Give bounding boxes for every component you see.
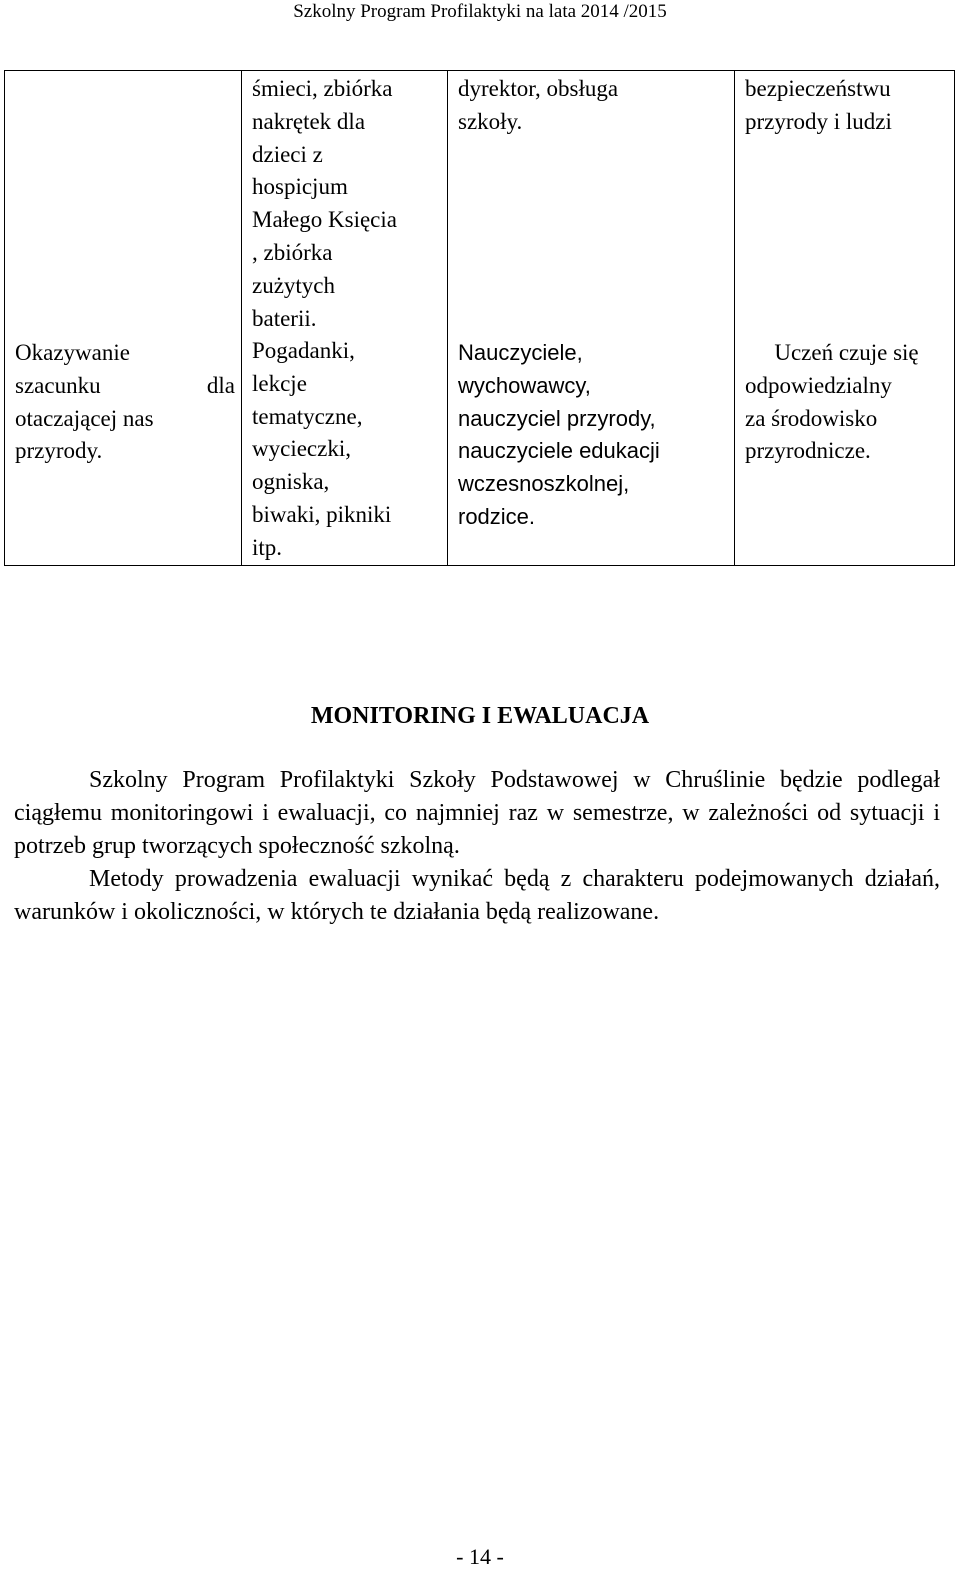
text-line: śmieci, zbiórka — [252, 76, 393, 101]
text-line: nakrętek dla — [252, 108, 366, 134]
text-line: otaczającej nas — [15, 405, 154, 431]
text-line: baterii. — [252, 305, 317, 331]
table-cell-goal — [5, 71, 242, 566]
text-line: hospicjum — [252, 174, 348, 200]
page-header: Szkolny Program Profilaktyki na lata 2014 /2015 — [293, 1, 667, 22]
responsible-text-bottom — [458, 337, 728, 534]
text-line: dzieci z — [252, 141, 323, 167]
text-line: , zbiórka — [252, 239, 333, 265]
text-line: ogniska, — [252, 469, 330, 495]
table-row — [5, 71, 955, 566]
program-table — [4, 70, 955, 566]
text-line: przyrodnicze. — [745, 438, 871, 464]
section-title: MONITORING I EWALUACJA — [310, 703, 650, 729]
forms-text-top — [252, 73, 441, 335]
text-line: zużytych — [252, 272, 336, 298]
text-line: przyrody. — [15, 438, 103, 464]
text-line: za środowisko — [745, 405, 878, 431]
table-cell-results — [735, 71, 955, 566]
text-line: Okazywanie — [15, 340, 130, 365]
text-line: biwaki, pikniki — [252, 501, 392, 527]
paragraph-monitoring: Szkolny Program Profilaktyki Szkoły Podstawowej w Chruślinie będzie podlegał ciągłemu monitoringowi i ewaluacji, co najmniej raz w semestrze, w zależności od sytuacji i potrzeb grup tworzących społeczność szkolną. — [14, 767, 940, 859]
text-line: bezpieczeństwu — [745, 76, 891, 101]
text-line: odpowiedzialny — [745, 372, 892, 398]
responsible-text-top — [458, 73, 728, 139]
table-cell-forms — [242, 71, 448, 566]
text-line: wycieczki, — [252, 436, 351, 462]
paragraph-methods: Metody prowadzenia ewaluacji wynikać będą z charakteru podejmowanych działań, warunków i okoliczności, w których te działania będą realizowane. — [14, 866, 940, 925]
text-line: wychowawcy, — [458, 372, 591, 398]
text-line: szacunku dla — [15, 372, 235, 398]
text-line: itp. — [252, 534, 283, 560]
results-text-bottom — [745, 337, 948, 468]
text-line: nauczyciel przyrody, — [458, 405, 656, 431]
text-line: lekcje — [252, 370, 307, 396]
text-line: Małego Księcia — [252, 207, 397, 233]
table-cell-responsible — [448, 71, 735, 566]
text-line: dyrektor, obsługa — [458, 76, 619, 101]
results-text-top — [745, 73, 948, 139]
text-line: przyrody i ludzi — [745, 108, 892, 134]
text-line: tematyczne, — [252, 403, 363, 429]
text-line: Uczeń czuje się — [774, 340, 919, 365]
text-line: nauczyciele edukacji — [458, 438, 660, 464]
forms-text-bottom — [252, 335, 441, 565]
text-line: Nauczyciele, — [458, 340, 583, 365]
text-line: wczesnoszkolnej, — [458, 471, 630, 497]
page-number: - 14 - — [456, 1544, 504, 1569]
text-line: szkoły. — [458, 108, 523, 134]
text-line: rodzice. — [458, 503, 536, 529]
goal-text — [15, 337, 235, 468]
text-line: Pogadanki, — [252, 338, 355, 363]
